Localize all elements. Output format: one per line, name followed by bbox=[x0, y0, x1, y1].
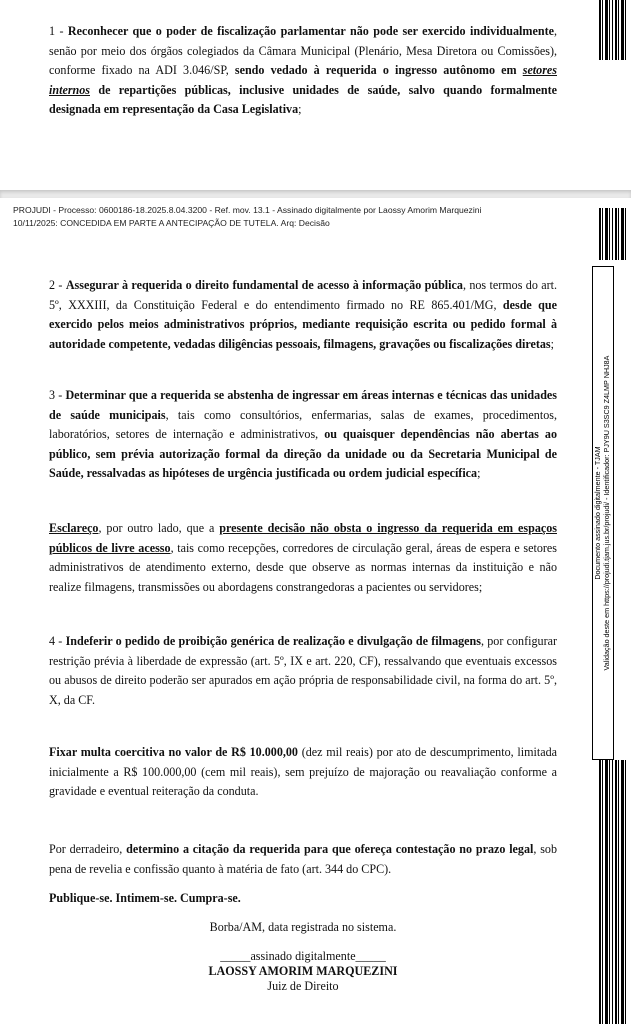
header-line-1: PROJUDI - Processo: 0600186-18.2025.8.04.3200 - Ref. mov. 13.1 - Assinado digitalmente por Laossy Amorim Marquezini bbox=[13, 205, 482, 215]
paragraph-item-2: 2 - Assegurar à requerida o direito fundamental de acesso à informação pública, nos termos do art. 5º, XXXIII, da Constituição Federal e do entendimento firmado no RE 865.401/MG, desde que exercido pelos meios administrativos próprios, mediante requisição escrita ou pedido formal à autoridade competente, vedadas diligências pessoais, filmagens, gravações ou fiscalizações diretas; bbox=[49, 278, 558, 351]
paragraph-clarification: Esclareço, por outro lado, que a presente decisão não obsta o ingresso da requerida em espaços públicos de livre acesso, tais como recepções, corredores de circulação geral, áreas de espera e setores administrativos de atendimento externo, desde que observe as normas internas da instituição e não realize filmagens, transmissões ou abordagens constrangedoras a pacientes ou servidores; bbox=[49, 521, 557, 594]
closing-statement: Publique-se. Intimem-se. Cumpra-se. bbox=[49, 891, 241, 905]
paragraph-item-1: 1 - Reconhecer que o poder de fiscalização parlamentar não pode ser exercido individualmente, senão por meio dos órgãos colegiados da Câmara Municipal (Plenário, Mesa Diretora ou Comissões), conforme fixado na ADI 3.046/SP, sendo vedado à requerida o ingresso autônomo em setores internos de repartições públicas, inclusive unidades de saúde, salvo quando formalmente designada em representação da Casa Legislativa; bbox=[49, 24, 557, 116]
barcode-top bbox=[599, 0, 629, 60]
page-separator bbox=[0, 190, 631, 198]
page-fragment-top bbox=[0, 0, 631, 190]
judge-name: LAOSSY AMORIM MARQUEZINI bbox=[208, 964, 398, 978]
header-line-2: 10/11/2025: CONCEDIDA EM PARTE A ANTECIPAÇÃO DE TUTELA. Arq: Decisão bbox=[13, 218, 330, 228]
paragraph-fine: Fixar multa coercitiva no valor de R$ 10.000,00 (dez mil reais) por ato de descumprimento, limitada inicialmente a R$ 100.000,00 (cem mil reais), sem prejuízo de majoração ou reavaliação conforme a gravidade e eventual reiteração da conduta. bbox=[49, 745, 557, 798]
validation-text: Documento assinado digitalmente - TJAM Validação deste em https://projudi.tjam.jus.br/projudi/ - Identificador: PJY9U S3SC9 Z4LMP NHJ8A bbox=[593, 355, 611, 671]
signature-line: _____assinado digitalmente_____ bbox=[220, 949, 386, 963]
barcode-upper bbox=[599, 208, 629, 260]
signature-stamp bbox=[592, 266, 614, 760]
page-main bbox=[0, 198, 631, 1024]
paragraph-item-3: 3 - Determinar que a requerida se abstenha de ingressar em áreas internas e técnicas das unidades de saúde municipais, tais como consultórios, enfermarias, salas de exames, procedimentos, laboratórios, setores de internação e administrativos, ou quaisquer dependências não abertas ao público, sem prévia autorização formal da direção da unidade ou da Secretaria Municipal de Saúde, ressalvadas as hipóteses de urgência justificada ou ordem judicial específica; bbox=[49, 388, 558, 480]
judge-role: Juiz de Direito bbox=[267, 979, 339, 993]
paragraph-item-4: 4 - Indeferir o pedido de proibição genérica de realização e divulgação de filmagens, por configurar restrição prévia à liberdade de expressão (art. 5º, IX e art. 220, CF), ressalvando que eventuais excessos ou abusos de direito poderão ser apurados em ação própria de responsabilidade civil, na forma do art. 5º, X, da CF. bbox=[49, 634, 558, 707]
paragraph-citation: Por derradeiro, determino a citação da requerida para que ofereça contestação no prazo legal, sob pena de revelia e confissão quanto à matéria de fato (art. 344 do CPC). bbox=[49, 842, 557, 876]
signature-block bbox=[49, 949, 557, 994]
document-header bbox=[13, 204, 481, 230]
barcode-lower bbox=[599, 760, 629, 1024]
place-date: Borba/AM, data registrada no sistema. bbox=[209, 920, 397, 934]
